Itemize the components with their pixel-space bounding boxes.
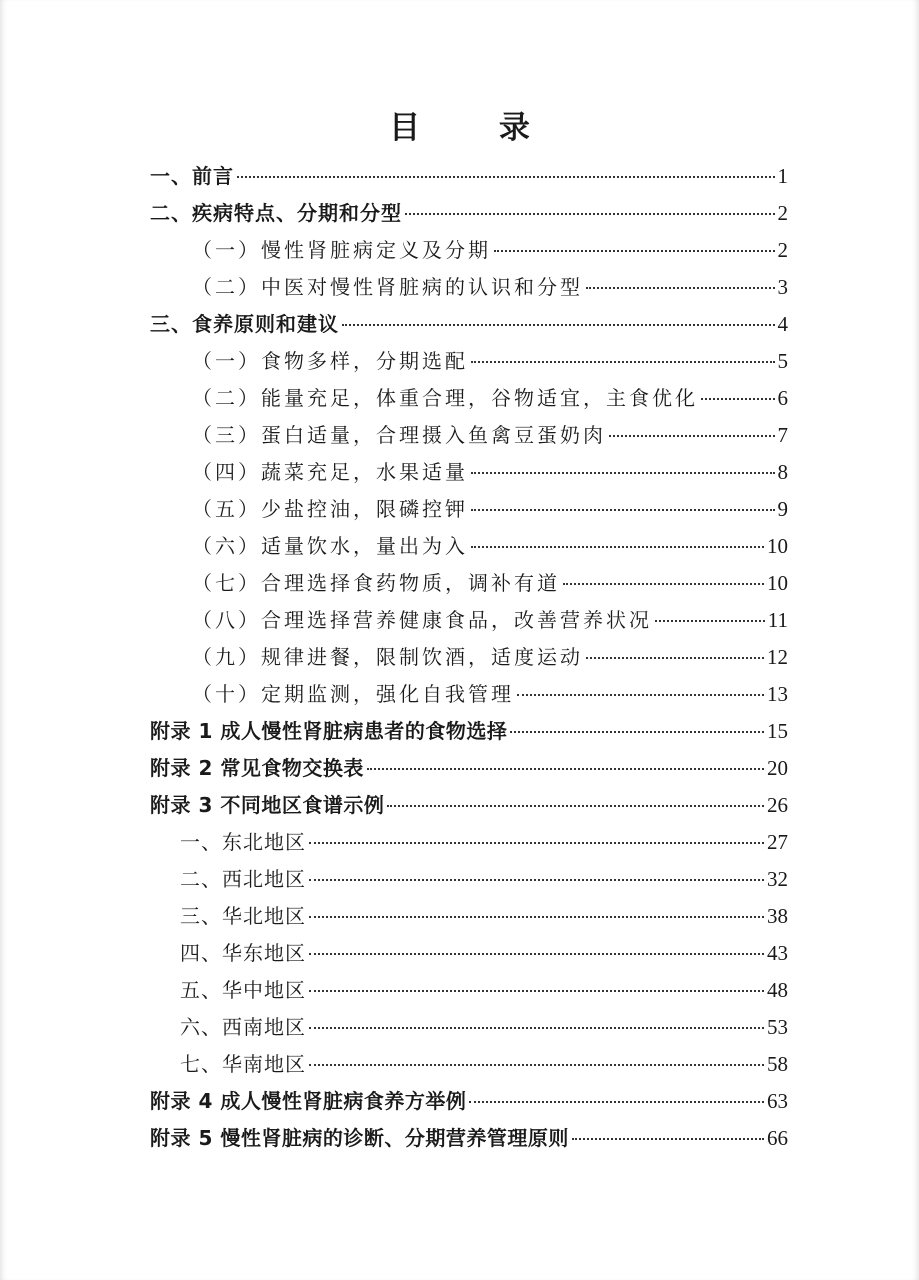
toc-entry-page: 12 [767, 645, 788, 669]
dot-leader [387, 804, 764, 807]
toc-entry-label: 五、华中地区 [180, 978, 306, 1002]
toc-entry-label: （十）定期监测，强化自我管理 [192, 682, 514, 706]
toc-entry-label: 二、疾病特点、分期和分型 [150, 201, 402, 225]
dot-leader [471, 360, 775, 363]
toc-entry[interactable] [192, 565, 788, 601]
toc-entry[interactable] [150, 1120, 788, 1156]
toc-entry[interactable] [180, 861, 788, 897]
toc-entry-page: 20 [767, 756, 788, 780]
dot-leader [563, 582, 764, 585]
toc-entry[interactable] [192, 639, 788, 675]
dot-leader [237, 175, 775, 178]
toc-entry-label: （一）食物多样，分期选配 [192, 349, 468, 373]
toc-entry[interactable] [192, 269, 788, 305]
toc-entry-label: （五）少盐控油，限磷控钾 [192, 497, 468, 521]
toc-entry-label: 附录 4 成人慢性肾脏病食养方举例 [150, 1089, 467, 1113]
toc-entry-label: （八）合理选择营养健康食品，改善营养状况 [192, 608, 652, 632]
toc-entry-page: 32 [767, 867, 788, 891]
dot-leader [309, 1026, 764, 1029]
toc-entry-label: （四）蔬菜充足，水果适量 [192, 460, 468, 484]
toc-entry-page: 4 [777, 312, 788, 336]
page-title: 目 录 [389, 110, 564, 146]
toc-entry-page: 5 [777, 349, 788, 373]
toc-entry-label: （九）规律进餐，限制饮酒，适度运动 [192, 645, 583, 669]
toc-entry-page: 13 [767, 682, 788, 706]
toc-entry-label: 三、华北地区 [180, 904, 306, 928]
toc-entry-label: 六、西南地区 [180, 1015, 306, 1039]
dot-leader [510, 730, 764, 733]
toc-entry[interactable] [150, 787, 788, 823]
toc-entry-page: 10 [767, 571, 788, 595]
toc-entry-page: 15 [767, 719, 788, 743]
toc-entry-page: 10 [767, 534, 788, 558]
toc-entry[interactable] [150, 750, 788, 786]
toc-entry[interactable] [180, 898, 788, 934]
toc-entry-label: 附录 5 慢性肾脏病的诊断、分期营养管理原则 [150, 1126, 569, 1150]
toc-entry[interactable] [180, 972, 788, 1008]
toc-entry[interactable] [150, 1083, 788, 1119]
toc-entry-page: 43 [767, 941, 788, 965]
dot-leader [572, 1137, 764, 1140]
toc-entry-label: （一）慢性肾脏病定义及分期 [192, 238, 491, 262]
toc-entry-page: 63 [767, 1089, 788, 1113]
dot-leader [609, 434, 775, 437]
dot-leader [586, 286, 775, 289]
dot-leader [367, 767, 764, 770]
dot-leader [405, 212, 775, 215]
toc-entry-label: （二）能量充足，体重合理，谷物适宜，主食优化 [192, 386, 698, 410]
dot-leader [586, 656, 764, 659]
toc-entry-label: （三）蛋白适量，合理摄入鱼禽豆蛋奶肉 [192, 423, 606, 447]
toc-entry[interactable] [192, 491, 788, 527]
toc-entry-page: 38 [767, 904, 788, 928]
toc-entry[interactable] [192, 602, 788, 638]
toc-entry-label: 附录 1 成人慢性肾脏病患者的食物选择 [150, 719, 508, 743]
toc-entry-page: 7 [777, 423, 788, 447]
toc-entry-page: 48 [767, 978, 788, 1002]
toc-entry[interactable] [150, 713, 788, 749]
dot-leader [469, 1100, 764, 1103]
toc-entry-page: 2 [777, 201, 788, 225]
toc-entry[interactable] [180, 1046, 788, 1082]
toc-entry-label: 四、华东地区 [180, 941, 306, 965]
dot-leader [471, 471, 775, 474]
toc-entry-page: 58 [767, 1052, 788, 1076]
dot-leader [701, 397, 775, 400]
toc-entry-label: 三、食养原则和建议 [150, 312, 339, 336]
toc-entry[interactable] [192, 676, 788, 712]
toc-entry-label: （二）中医对慢性肾脏病的认识和分型 [192, 275, 583, 299]
toc-entry[interactable] [192, 343, 788, 379]
toc-entry-page: 11 [767, 608, 788, 632]
toc-entry[interactable] [192, 454, 788, 490]
toc-entry[interactable] [180, 824, 788, 860]
dot-leader [342, 323, 775, 326]
dot-leader [309, 915, 764, 918]
toc-entry-page: 2 [777, 238, 788, 262]
toc-entry-label: 七、华南地区 [180, 1052, 306, 1076]
toc-entry-label: 附录 3 不同地区食谱示例 [150, 793, 385, 817]
toc-entry[interactable] [150, 158, 788, 194]
toc-entry-page: 26 [767, 793, 788, 817]
toc-entry-page: 1 [777, 164, 788, 188]
dot-leader [494, 249, 775, 252]
toc-entry-page: 3 [777, 275, 788, 299]
toc-entry[interactable] [180, 1009, 788, 1045]
toc-entry-page: 6 [777, 386, 788, 410]
toc-entry-label: （六）适量饮水，量出为入 [192, 534, 468, 558]
dot-leader [309, 1063, 764, 1066]
toc-entry-label: 附录 2 常见食物交换表 [150, 756, 364, 780]
toc-entry-label: 一、前言 [150, 164, 234, 188]
dot-leader [309, 989, 764, 992]
toc-entry-label: 一、东北地区 [180, 830, 306, 854]
toc-entry[interactable] [150, 306, 788, 342]
toc-entry[interactable] [180, 935, 788, 971]
toc-entry-label: （七）合理选择食药物质，调补有道 [192, 571, 560, 595]
toc-entry-page: 9 [777, 497, 788, 521]
toc-entry[interactable] [192, 417, 788, 453]
toc-entry-label: 二、西北地区 [180, 867, 306, 891]
toc-entry-page: 27 [767, 830, 788, 854]
toc-entry-page: 8 [777, 460, 788, 484]
toc-entry-page: 66 [767, 1126, 788, 1150]
toc-entry[interactable] [192, 232, 788, 268]
toc-entry[interactable] [150, 195, 788, 231]
dot-leader [309, 841, 764, 844]
toc-entry[interactable] [192, 380, 788, 416]
toc-entry[interactable] [192, 528, 788, 564]
dot-leader [309, 878, 764, 881]
toc-entry-page: 53 [767, 1015, 788, 1039]
dot-leader [471, 545, 764, 548]
dot-leader [517, 693, 764, 696]
dot-leader [655, 619, 765, 622]
dot-leader [471, 508, 775, 511]
dot-leader [309, 952, 764, 955]
